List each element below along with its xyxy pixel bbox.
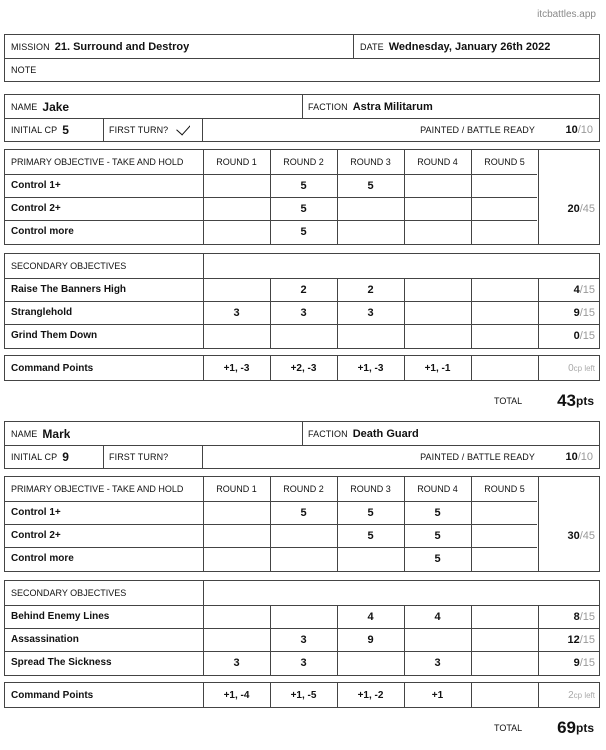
primary-row-name: Control 2+	[11, 203, 61, 214]
primary-table	[4, 476, 600, 572]
score-cell[interactable]	[203, 501, 270, 524]
secondary-score-max: /15	[579, 329, 595, 342]
painted-label: PAINTED / BATTLE READY	[420, 451, 535, 462]
score-cell[interactable]: 5	[434, 506, 441, 519]
pts-label: pts	[576, 721, 594, 735]
player-header	[4, 421, 600, 469]
score-cell[interactable]: 4	[434, 610, 441, 623]
score-cell[interactable]: 9	[367, 633, 374, 646]
painted-value: 10	[565, 123, 578, 136]
note-field[interactable]	[11, 58, 36, 81]
score-cell[interactable]: 5	[300, 225, 307, 238]
command-points-cell[interactable]	[471, 356, 538, 380]
painted-max: /10	[577, 123, 593, 136]
primary-score-value: 30	[567, 530, 580, 542]
score-cell[interactable]	[203, 628, 270, 651]
score-cell[interactable]	[203, 278, 270, 301]
score-cell[interactable]	[270, 324, 337, 347]
secondary-table	[4, 253, 600, 349]
score-cell[interactable]	[337, 651, 404, 674]
mission-label: MISSION	[11, 41, 50, 52]
cp-left	[538, 356, 595, 380]
score-cell[interactable]	[471, 197, 538, 220]
cp-left	[538, 683, 595, 707]
score-cell[interactable]: 3	[434, 656, 441, 669]
primary-score-max: /45	[579, 203, 595, 215]
secondary-score-value: 12	[567, 633, 580, 646]
player-name-field[interactable]	[11, 422, 70, 445]
score-cell[interactable]: 5	[367, 179, 374, 192]
score-cell[interactable]	[203, 524, 270, 547]
score-cell[interactable]	[203, 324, 270, 347]
primary-row-name: Control 1+	[11, 180, 61, 191]
score-cell[interactable]: 3	[300, 633, 307, 646]
secondary-score-max: /15	[579, 306, 595, 319]
cp-left-label: cp left	[573, 690, 595, 700]
first-turn-field[interactable]	[109, 118, 190, 141]
score-cell[interactable]	[203, 220, 270, 243]
painted-label: PAINTED / BATTLE READY	[420, 124, 535, 135]
command-points-cell[interactable]: +1	[431, 689, 444, 701]
score-cell[interactable]	[270, 524, 337, 547]
secondary-header	[11, 254, 126, 278]
secondary-row-name: Assassination	[11, 634, 79, 645]
name-label: NAME	[11, 428, 38, 439]
round-header: ROUND 5	[484, 157, 525, 167]
primary-score-max: /45	[579, 530, 595, 542]
score-cell[interactable]	[404, 278, 471, 301]
score-cell[interactable]: 5	[300, 202, 307, 215]
secondary-label: SECONDARY OBJECTIVES	[11, 588, 127, 598]
secondary-score-value: 9	[573, 306, 580, 319]
score-cell[interactable]: 3	[300, 656, 307, 669]
secondary-score-value: 9	[573, 656, 580, 669]
score-cell[interactable]	[270, 547, 337, 570]
secondary-score	[538, 324, 595, 347]
secondary-score-max: /15	[579, 283, 595, 296]
secondary-score-value: 0	[573, 329, 580, 342]
player-name: Jake	[42, 99, 70, 114]
date-value: Wednesday, January 26th 2022	[388, 40, 551, 53]
initial-cp-field[interactable]	[11, 445, 69, 468]
cp-left-label: cp left	[573, 363, 595, 373]
score-cell[interactable]: 5	[300, 506, 307, 519]
round-header: ROUND 2	[283, 157, 324, 167]
mission-field[interactable]	[11, 35, 189, 58]
score-cell[interactable]: 2	[300, 283, 307, 296]
score-cell[interactable]: 3	[367, 306, 374, 319]
first-turn-label: FIRST TURN?	[109, 451, 169, 462]
primary-score-value: 20	[567, 203, 580, 215]
score-cell[interactable]	[471, 628, 538, 651]
painted-field[interactable]	[205, 445, 535, 468]
initial-cp-label: INITIAL CP	[11, 451, 58, 462]
score-cell[interactable]	[471, 547, 538, 570]
pts-label: pts	[576, 394, 594, 408]
round-header: ROUND 3	[350, 157, 391, 167]
secondary-score-max: /15	[579, 610, 595, 623]
secondary-score	[538, 651, 595, 674]
primary-label: PRIMARY OBJECTIVE - TAKE AND HOLD	[11, 484, 184, 494]
primary-row-name: Control more	[11, 226, 74, 237]
secondary-score	[538, 628, 595, 651]
painted-value: 10	[565, 450, 578, 463]
score-cell[interactable]	[471, 501, 538, 524]
primary-label: PRIMARY OBJECTIVE - TAKE AND HOLD	[11, 157, 184, 167]
painted-score	[535, 445, 593, 468]
initial-cp-label: INITIAL CP	[11, 124, 58, 135]
first-turn-field[interactable]	[109, 445, 168, 468]
total-value: 43	[557, 391, 576, 410]
score-cell[interactable]	[404, 174, 471, 197]
primary-row-name: Control 2+	[11, 530, 61, 541]
initial-cp-value: 9	[62, 449, 69, 464]
command-points-label: Command Points	[11, 362, 94, 374]
score-cell[interactable]	[471, 651, 538, 674]
score-cell[interactable]	[404, 197, 471, 220]
secondary-row-name: Raise The Banners High	[11, 284, 127, 295]
total-score	[530, 715, 594, 741]
score-cell[interactable]	[471, 174, 538, 197]
faction-label: FACTION	[308, 428, 348, 439]
date-label: DATE	[360, 41, 384, 52]
score-cell[interactable]	[337, 547, 404, 570]
score-cell[interactable]	[404, 301, 471, 324]
round-header: ROUND 1	[216, 157, 257, 167]
score-cell[interactable]	[203, 197, 270, 220]
score-cell[interactable]	[203, 547, 270, 570]
secondary-row-name: Grind Them Down	[11, 330, 98, 341]
faction-label: FACTION	[308, 101, 348, 112]
secondary-table	[4, 580, 600, 676]
cp-left-value: 0	[568, 362, 574, 374]
score-cell[interactable]: 3	[233, 306, 240, 319]
score-cell[interactable]: 5	[434, 552, 441, 565]
round-header: ROUND 4	[417, 157, 458, 167]
round-header: ROUND 3	[350, 484, 391, 494]
score-cell[interactable]: 3	[300, 306, 307, 319]
player-name: Mark	[42, 426, 71, 441]
primary-row-name: Control more	[11, 553, 74, 564]
round-header: ROUND 2	[283, 484, 324, 494]
mission-box	[4, 34, 600, 82]
command-points-row	[4, 682, 600, 708]
primary-score	[538, 174, 595, 244]
primary-table	[4, 149, 600, 245]
score-cell[interactable]: 4	[367, 610, 374, 623]
secondary-score	[538, 278, 595, 301]
score-cell[interactable]	[404, 628, 471, 651]
player-header	[4, 94, 600, 142]
initial-cp-value: 5	[62, 122, 69, 137]
mission-value: 21. Surround and Destroy	[54, 40, 190, 53]
score-cell[interactable]	[404, 220, 471, 243]
score-cell[interactable]: 2	[367, 283, 374, 296]
score-cell[interactable]	[337, 197, 404, 220]
score-cell[interactable]: 5	[367, 506, 374, 519]
initial-cp-field[interactable]	[11, 118, 69, 141]
secondary-row-name: Spread The Sickness	[11, 657, 112, 668]
first-turn-label: FIRST TURN?	[109, 124, 169, 135]
note-label: NOTE	[11, 64, 37, 75]
name-label: NAME	[11, 101, 38, 112]
total-score	[530, 388, 594, 414]
secondary-score	[538, 301, 595, 324]
score-cell[interactable]	[404, 324, 471, 347]
primary-score	[538, 501, 595, 571]
date-field[interactable]	[360, 35, 550, 58]
score-cell[interactable]	[471, 524, 538, 547]
score-cell[interactable]	[203, 605, 270, 628]
total-label: TOTAL	[494, 723, 523, 733]
secondary-score-value: 4	[573, 283, 580, 296]
painted-score	[535, 118, 593, 141]
painted-max: /10	[577, 450, 593, 463]
command-points-cell[interactable]: +1, -4	[223, 689, 250, 701]
command-points-row	[4, 355, 600, 381]
secondary-header	[11, 581, 126, 605]
secondary-score	[538, 605, 595, 628]
player-name-field[interactable]	[11, 95, 69, 118]
score-cell[interactable]	[471, 278, 538, 301]
score-cell[interactable]	[203, 174, 270, 197]
command-points-cell[interactable]: +1, -1	[424, 362, 451, 374]
score-cell[interactable]	[471, 324, 538, 347]
score-cell[interactable]	[270, 605, 337, 628]
score-cell[interactable]: 5	[300, 179, 307, 192]
checkmark-icon	[176, 120, 190, 135]
secondary-score-value: 8	[573, 610, 580, 623]
secondary-row-name: Behind Enemy Lines	[11, 611, 110, 622]
command-points-cell[interactable]: +2, -3	[290, 362, 317, 374]
secondary-row-name: Stranglehold	[11, 307, 73, 318]
round-header: ROUND 1	[216, 484, 257, 494]
painted-field[interactable]	[205, 118, 535, 141]
secondary-label: SECONDARY OBJECTIVES	[11, 261, 127, 271]
faction-value: Astra Militarum	[352, 100, 433, 113]
total-label: TOTAL	[494, 396, 523, 406]
cp-left-value: 2	[568, 689, 574, 701]
command-points-cell[interactable]: +1, -3	[357, 362, 384, 374]
score-cell[interactable]	[337, 220, 404, 243]
round-header: ROUND 4	[417, 484, 458, 494]
score-cell[interactable]	[337, 324, 404, 347]
faction-field[interactable]	[308, 422, 419, 445]
score-cell[interactable]	[471, 301, 538, 324]
primary-objective-header	[11, 150, 183, 174]
primary-objective-header	[11, 477, 183, 501]
faction-value: Death Guard	[352, 427, 419, 440]
site-url: itcbattles.app	[537, 9, 596, 20]
primary-row-name: Control 1+	[11, 507, 61, 518]
score-cell[interactable]: 5	[367, 529, 374, 542]
secondary-score-max: /15	[579, 656, 595, 669]
command-points-cell[interactable]: +1, -5	[290, 689, 317, 701]
round-header: ROUND 5	[484, 484, 525, 494]
score-cell[interactable]: 5	[434, 529, 441, 542]
command-points-cell[interactable]	[471, 683, 538, 707]
total-value: 69	[557, 718, 576, 737]
command-points-cell[interactable]: +1, -3	[223, 362, 250, 374]
command-points-label: Command Points	[11, 689, 94, 701]
score-cell[interactable]	[471, 605, 538, 628]
faction-field[interactable]	[308, 95, 433, 118]
score-cell[interactable]	[471, 220, 538, 243]
secondary-score-max: /15	[579, 633, 595, 646]
score-cell[interactable]: 3	[233, 656, 240, 669]
command-points-cell[interactable]: +1, -2	[357, 689, 384, 701]
